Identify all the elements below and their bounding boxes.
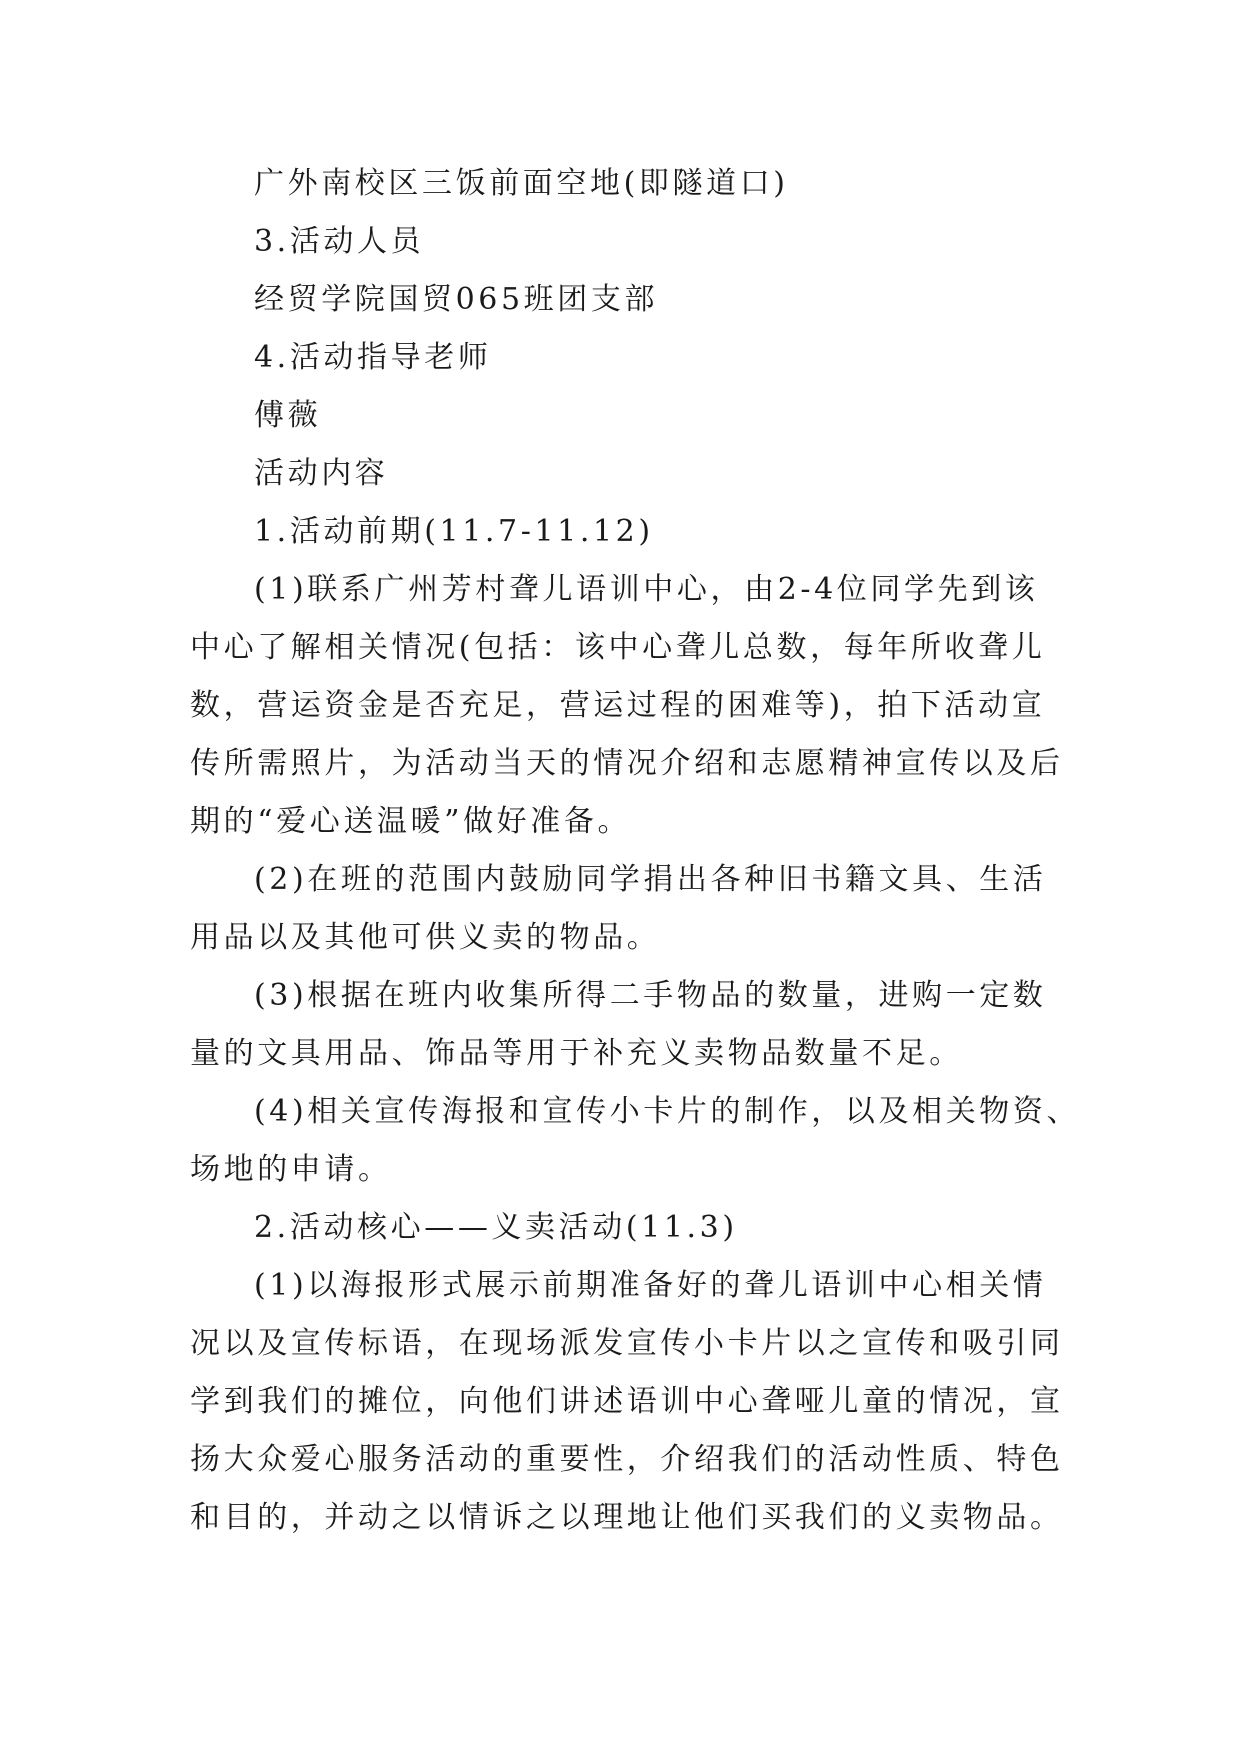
paragraph bbox=[190, 1083, 1080, 1199]
section-heading: 1.活动前期(11.7-11.12) bbox=[254, 514, 654, 549]
paragraph bbox=[190, 967, 1080, 1083]
paragraph-row: 学到我们的摊位，向他们讲述语训中心聋哑儿童的情况，宣 bbox=[190, 1384, 1064, 1419]
paragraph bbox=[190, 851, 1080, 967]
paragraph-row: (2)在班的范围内鼓励同学捐出各种旧书籍文具、生活 bbox=[254, 862, 1047, 897]
paragraph-row: (3)根据在班内收集所得二手物品的数量，进购一定数 bbox=[254, 978, 1047, 1013]
section-heading: 活动内容 bbox=[254, 456, 389, 491]
paragraph-row: 量的文具用品、饰品等用于补充义卖物品数量不足。 bbox=[190, 1036, 963, 1071]
paragraph-row: (4)相关宣传海报和宣传小卡片的制作，以及相关物资、 bbox=[254, 1094, 1081, 1129]
paragraph-row: 场地的申请。 bbox=[190, 1152, 392, 1187]
section-heading: 2.活动核心——义卖活动(11.3) bbox=[254, 1210, 738, 1245]
section-heading: 4.活动指导老师 bbox=[254, 340, 492, 375]
paragraph-row: 期的“爱心送温暖”做好准备。 bbox=[190, 804, 632, 839]
paragraph-row: 况以及宣传标语，在现场派发宣传小卡片以之宣传和吸引同 bbox=[190, 1326, 1064, 1361]
document-page bbox=[190, 155, 1080, 1547]
text-line: 广外南校区三饭前面空地(即隧道口) bbox=[254, 166, 789, 201]
paragraph bbox=[190, 561, 1080, 851]
paragraph-row: (1)联系广州芳村聋儿语训中心，由2-4位同学先到该 bbox=[254, 572, 1039, 607]
paragraph-row: 和目的，并动之以情诉之以理地让他们买我们的义卖物品。 bbox=[190, 1500, 1064, 1535]
paragraph bbox=[190, 1257, 1080, 1547]
paragraph-row: 用品以及其他可供义卖的物品。 bbox=[190, 920, 661, 955]
section-heading: 3.活动人员 bbox=[254, 224, 425, 259]
text-line: 经贸学院国贸065班团支部 bbox=[254, 282, 659, 317]
paragraph-row: 传所需照片，为活动当天的情况介绍和志愿精神宣传以及后 bbox=[190, 746, 1064, 781]
paragraph-row: 中心了解相关情况(包括：该中心聋儿总数，每年所收聋儿 bbox=[190, 630, 1046, 665]
paragraph-row: (1)以海报形式展示前期准备好的聋儿语训中心相关情 bbox=[254, 1268, 1047, 1303]
text-line: 傅薇 bbox=[254, 398, 322, 433]
paragraph-row: 扬大众爱心服务活动的重要性，介绍我们的活动性质、特色 bbox=[190, 1442, 1064, 1477]
paragraph-row: 数，营运资金是否充足，营运过程的困难等)，拍下活动宣 bbox=[190, 688, 1046, 723]
